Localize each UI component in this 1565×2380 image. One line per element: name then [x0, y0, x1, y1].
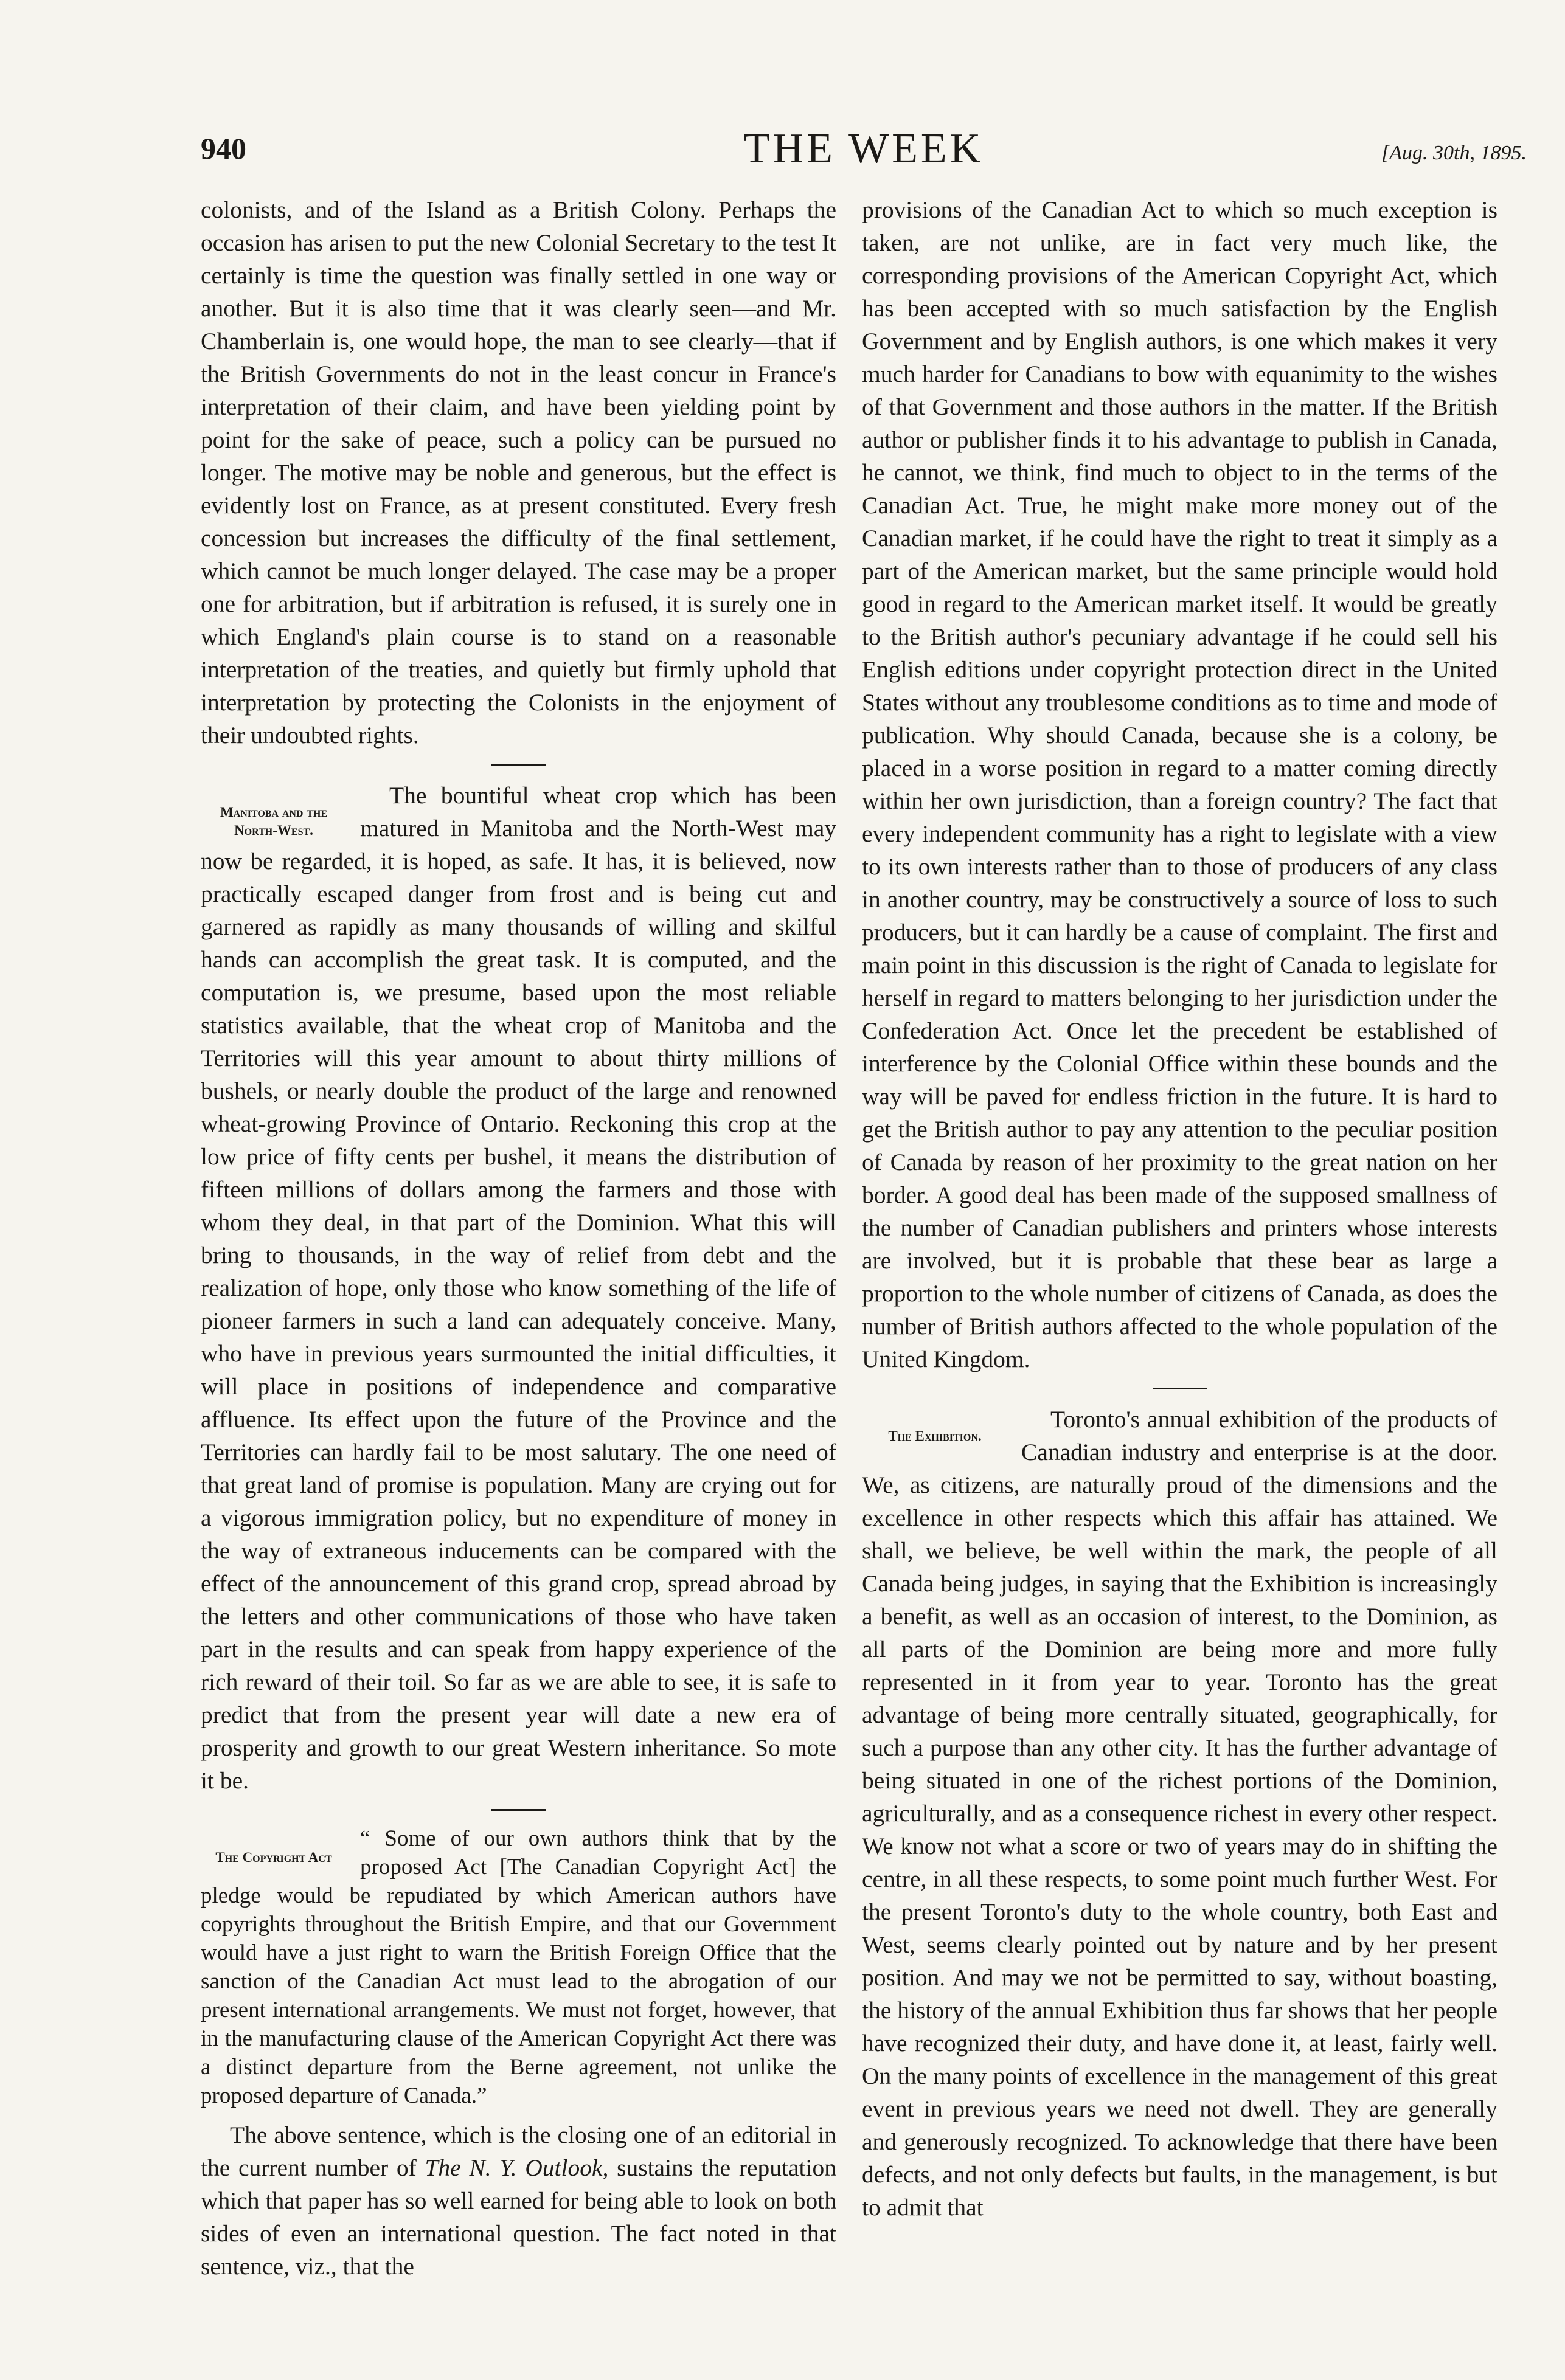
- issue-date: [Aug. 30th, 1895.: [1381, 142, 1527, 164]
- copyright-paragraph: [201, 2119, 836, 2283]
- copyright-side-heading: The Copyright Act: [215, 1850, 332, 1865]
- outlook-title: The N. Y. Outlook,: [425, 2154, 609, 2181]
- page-number: 940: [201, 131, 246, 165]
- section-divider: [491, 1809, 546, 1811]
- page-header: [201, 125, 1527, 179]
- exhibition-paragraph: Toronto's annual exhibition of the products of Canadian industry and enterprise is at the door. We, as citizens, are naturally proud of the dimensions and the excellence in other respects which this affair has attained. We shall, we believe, be well within the mark, the people of all Canada being judges, in saying that the Exhibition is increasingly a benefit, as well as an occasion of interest, to the Dominion, as all parts of the Dominion are being more and more fully represented in it from year to year. Toronto has the great advantage of being more centrally situated, geographically, for such a purpose than any other city. It has the further advantage of being situated in one of the richest portions of the Dominion, agriculturally, and as a consequence richest in every other respect. We know not what a score or two of years may do in shifting the centre, in all these respects, to some point much further West. For the present Toronto's duty to the whole country, both East and West, seems clearly pointed out by nature and by her present position. And may we not be permitted to say, without boasting, the history of the annual Exhibition thus far shows that her people have recognized their duty, and have done it, at least, fairly well. On the many points of excellence in the management of this great event in previous years we need not dwell. They are generally and generously recognized. To acknowledge that there have been defects, and not only defects but faults, in the management, is but to admit that: [862, 1406, 1497, 2221]
- manitoba-paragraph: The bountiful wheat crop which has been matured in Manitoba and the North-West may now be regarded, it is hoped, as safe. It has, it is believed, now practically escaped danger from frost and is being cut and garnered as rapidly as many thousands of willing and skilful hands can accomplish the great task. It is computed, and the computation is, we presume, based upon the most reliable statistics available, that the wheat crop of Manitoba and the Territories will this year amount to about thirty millions of bushels, or nearly double the product of the large and renowned wheat-growing Province of Ontario. Reckoning this crop at the low price of fifty cents per bushel, it means the distribution of fifteen millions of dollars among the farmers and those with whom they deal, in that part of the Dominion. What this will bring to thousands, in the way of relief from debt and the realization of hope, only those who know something of the life of pioneer farmers in such a land can adequately conceive. Many, who have in previous years surmounted the initial difficulties, it will place in positions of independence and comparative affluence. Its effect upon the future of the Province and the Territories can hardly fail to be most salutary. The one need of that great land of promise is population. Many are crying out for a vigorous immigration policy, but no expenditure of money in the way of extraneous inducements can be compared with the effect of the announcement of this grand crop, spread abroad by the letters and other communications of those who have taken part in the results and can speak from happy experience of the rich reward of their toil. So far as we are able to see, it is safe to predict that from the present year will date a new era of prosperity and growth to our great Western inheritance. So mote it be.: [201, 782, 836, 1794]
- right-column: [862, 193, 1497, 2224]
- copyright-quote-block: [201, 1824, 836, 2110]
- exhibition-side-heading: The Exhibition.: [888, 1428, 982, 1444]
- colonial-paragraph: colonists, and of the Island as a British Colony. Perhaps the occasion has arisen to put the new Colonial Secretary to the test It certainly is time the question was finally settled in one way or another. But it is also time that it was clearly seen—and Mr. Chamberlain is, one would hope, the man to see clearly—that if the British Governments do not in the least concur in France's interpretation of their claim, and have been yielding point by point for the sake of peace, such a policy can be pursued no longer. The motive may be noble and generous, but the effect is evidently lost on France, as at present constituted. Every fresh concession but increases the difficulty of the final settlement, which cannot be much longer delayed. The case may be a proper one for arbitration, but if arbitration is refused, it is surely one in which England's plain course is to stand on a reasonable interpretation of the treaties, and quietly but firmly uphold that interpretation by protecting the Colonists in the enjoyment of their undoubted rights.: [201, 196, 836, 749]
- section-divider: [1153, 1388, 1207, 1389]
- copyright-paragraph-text-b: sustains the reputation which that paper has so well earned for being able to look on both sides of even an international question. The fact noted in that sentence, viz., that the: [201, 2154, 836, 2280]
- masthead-title: THE WEEK: [743, 125, 984, 172]
- section-divider: [491, 764, 546, 766]
- copyright-quote: “ Some of our own authors think that by the proposed Act [The Canadian Copyright Act] the pledge would be repudiated by which American authors have copyrights throughout the British Empire, and that our Government would have a just right to warn the British Foreign Office that the sanction of the Canadian Act must lead to the abrogation of our present international arrangements. We must not forget, however, that in the manufacturing clause of the American Copyright Act there was a distinct departure from the Berne agreement, not unlike the proposed departure of Canada.”: [201, 1826, 836, 2108]
- manitoba-side-heading: Manitoba and the North-West.: [220, 804, 328, 838]
- left-column: [201, 193, 836, 2283]
- copyright-paragraph-text-a: The above sentence, which is the closing one of an editorial in the current number of: [201, 2122, 836, 2181]
- copyright-continued-paragraph: provisions of the Canadian Act to which so much exception is taken, are not unlike, are in fact very much like, the corresponding provisions of the American Copyright Act, which has been accepted with so much satisfaction by the English Government and by English authors, is one which makes it very much harder for Canadians to bow with equanimity to the wishes of that Government and those authors in the matter. If the British author or publisher finds it to his advantage to publish in Canada, he cannot, we think, find much to object to in the terms of the Canadian Act. True, he might make more money out of the Canadian market, if he could have the right to treat it simply as a part of the American market, but the same principle would hold good in regard to the American market itself. It would be greatly to the British author's pecuniary advantage if he could sell his English editions under copyright protection direct in the United States without any troublesome conditions as to time and mode of publication. Why should Canada, because she is a colony, be placed in a worse position in regard to a matter coming directly within her own jurisdiction, than a foreign country? The fact that every independent community has a right to legislate with a view to its own interests rather than to those of producers of any class in another country, may be constructively a source of loss to such producers, but it can hardly be a cause of complaint. The first and main point in this discussion is the right of Canada to legislate for herself in regard to matters belonging to her jurisdiction under the Confederation Act. Once let the precedent be established of interference by the Colonial Office within these bounds and the way will be paved for endless friction in the future. It is hard to get the British author to pay any attention to the peculiar position of Canada by reason of her proximity to the great nation on her border. A good deal has been made of the supposed smallness of the number of Canadian publishers and printers whose interests are involved, but it is probable that these bear as large a proportion to the whole number of citizens of Canada, as does the number of British authors affected to the whole population of the United Kingdom.: [862, 196, 1497, 1372]
